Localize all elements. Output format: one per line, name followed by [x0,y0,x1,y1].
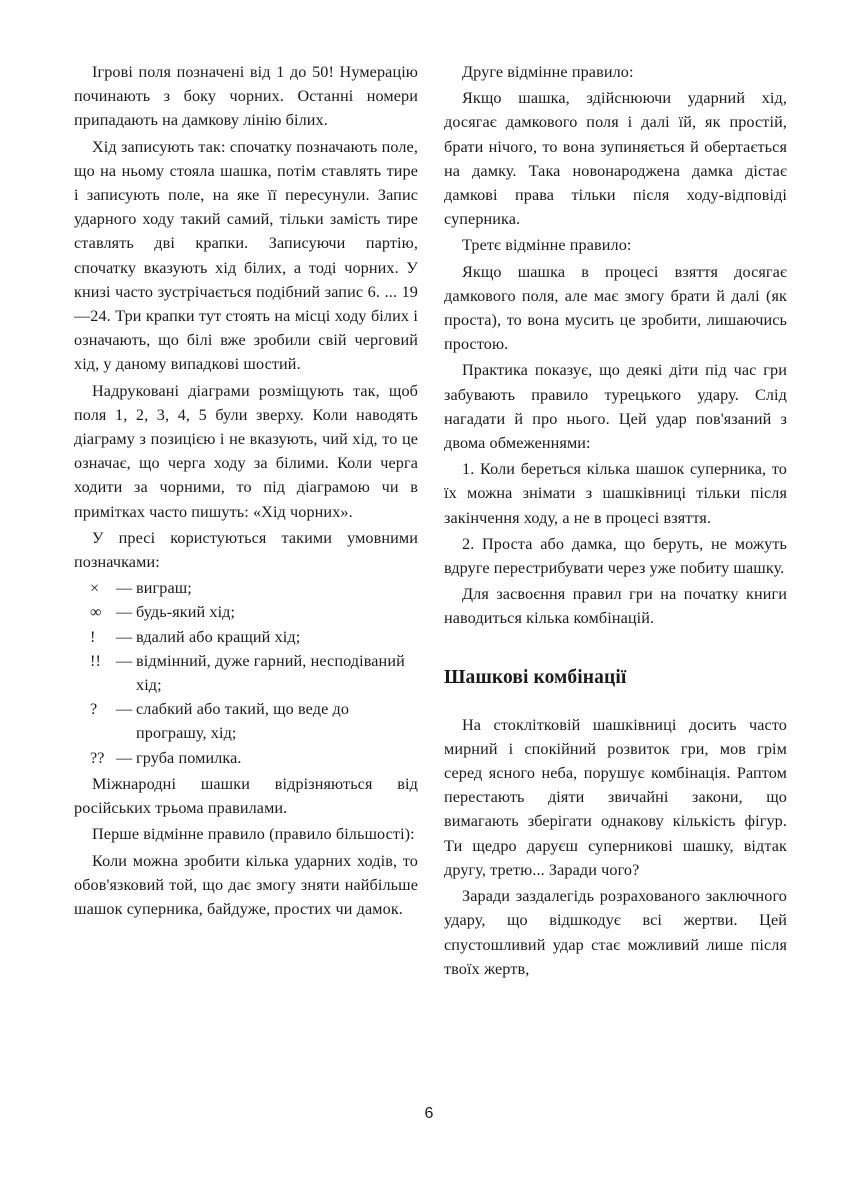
paragraph-three-rules: Міжнародні шашки відрізняються від російських трьома правилами. [74,774,418,818]
excellent-move-symbol: !! [90,651,101,670]
dash: — [116,700,133,719]
paragraph-third-rule-title: Третє відмінне правило: [462,236,632,255]
dash: — [116,603,133,622]
win-symbol: × [90,579,100,598]
paragraph-symbols-intro: У пресі користуються такими умовними позначками: [74,528,418,572]
legend-item [74,600,418,624]
notation-legend [74,576,418,770]
paragraph-combination-description: На стоклітковій шашківниці досить часто мирний і спокійний розвиток гри, мов грім серед ясного неба, порушує комбінація. Раптом перестають діяти звичайні закони, що вимагають зберігати однакову кількість фігур. Ти щедро даруєш суперникові шашку, відтак другу, третю... Заради чого? [444,715,787,879]
legend-text: відмінний, дуже гарний, несподіваний хід; [136,651,405,695]
paragraph-second-rule: Якщо шашка, здійснюючи ударний хід, досягає дамкового поля і далі їй, як простій, брати нічого, то вона зупиняється й обертається на дамку. Така новонароджена дамка дістає дамкові права тільки після ходу-відповіді суперника. [444,89,787,229]
weak-move-symbol: ? [90,700,98,719]
legend-text: слабкий або такий, що веде до програшу, хід; [136,700,350,743]
paragraph-restriction-1: 1. Коли береться кілька шашок суперника, то їх можна знімати з шашківниці тільки після закінчення ходу, а не в процесі взяття. [444,460,787,527]
good-move-symbol: ! [90,627,96,646]
blunder-symbol: ?? [90,748,105,767]
paragraph-second-rule-title: Друге відмінне правило: [462,63,634,81]
dash: — [116,748,133,767]
paragraph-first-rule: Коли можна зробити кілька ударних ходів, то обов'язковий той, що дає змогу зняти найбільше шашок суперника, байдуже, простих чи дамок. [74,851,418,918]
paragraph-turkish-strike: Практика показує, що деякі діти під час гри забувають правило турецького удару. Слід нагадати й про нього. Цей удар пов'язаний з двома обмеженнями: [444,361,787,453]
paragraph-field-numbering: Ігрові поля позначені від 1 до 50! Нумерацію починають з боку чорних. Останні номери припадають на дамкову лінію білих. [74,63,418,130]
legend-text: вдалий або кращий хід; [136,627,301,646]
any-move-symbol: ∞ [90,603,102,622]
dash: — [116,627,133,646]
legend-text: виграш; [136,579,192,598]
legend-item [74,576,418,600]
dash: — [116,651,133,670]
legend-item [74,625,418,649]
legend-item [74,697,418,745]
paragraph-third-rule: Якщо шашка в процесі взяття досягає дамкового поля, але має змогу брати й далі (як проста), то вона мусить це зробити, лишаючись простою. [444,262,787,354]
left-column [74,60,418,923]
right-column [444,60,787,983]
legend-item [74,649,418,697]
legend-text: будь-який хід; [136,603,236,622]
paragraph-move-notation: Хід записують так: спочатку позначають поле, що на ньому стояла шашка, потім ставлять тире і записують поле, на яке її пересунули. Запис ударного ходу такий самий, тільки замість тире ставлять дві крапки. Записуючи партію, спочатку вказують хід білих, а тоді чорних. У книзі часто зустрічається подібний запис 6. ... 19—24. Три крапки тут стоять на місці ходу білих і означають, що білі вже зробили свій черговий хід, у даному випадкові шостий. [74,137,418,374]
legend-item [74,746,418,770]
paragraph-restriction-2: 2. Проста або дамка, що беруть, не можуть вдруге перестрибувати через уже побиту шашку. [444,534,787,578]
paragraph-first-rule-title: Перше відмінне правило (правило більшості): [92,825,415,844]
section-heading: Шашкові комбінації [444,666,627,688]
dash: — [116,579,133,598]
paragraph-combinations-intro: Для засвоєння правил гри на початку книги наводиться кілька комбінацій. [444,585,787,628]
paragraph-diagrams: Надруковані діаграми розміщують так, щоб поля 1, 2, 3, 4, 5 були зверху. Коли наводять діаграму з позицією і не вказують, чий хід, то це означає, що черга ходу за білими. Коли черга ходити за чорними, то під діаграмою чи в примітках часто пишуть: «Хід чорних». [74,381,418,521]
legend-text: груба помилка. [136,748,242,767]
paragraph-combination-purpose: Заради заздалегідь розрахованого заключного удару, що відшкодує всі жертви. Цей спустошливий удар стає можливий лише після твоїх жертв, [444,887,787,978]
page-number: 6 [424,1105,434,1122]
